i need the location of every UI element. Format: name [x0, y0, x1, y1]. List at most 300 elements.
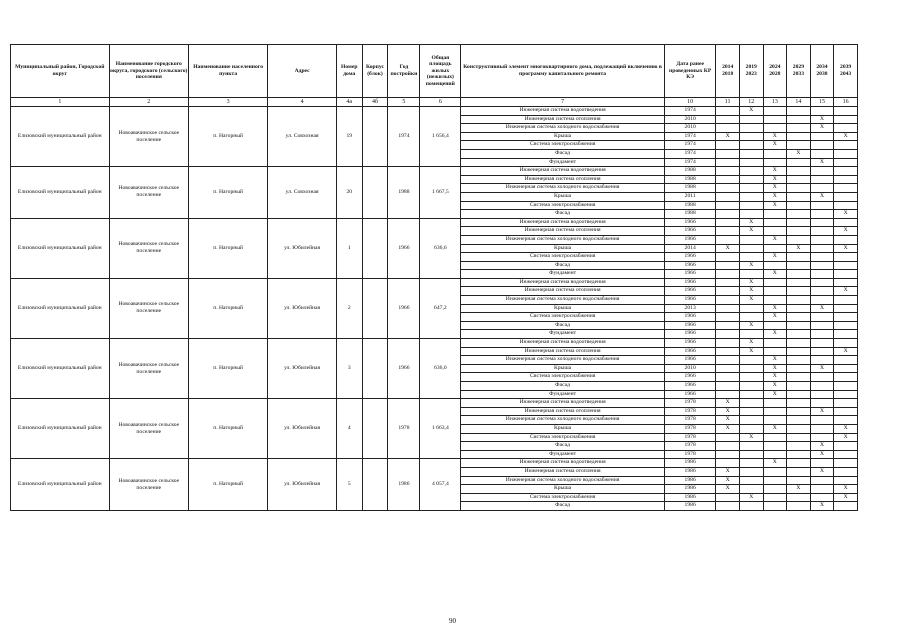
period-mark-cell: X [763, 253, 787, 262]
period-mark-cell [810, 227, 834, 236]
repair-date-cell: 1966 [664, 227, 715, 236]
period-mark-cell: X [810, 364, 834, 373]
period-mark-cell [739, 210, 763, 219]
period-mark-cell [763, 227, 787, 236]
area-cell: 1 656,4 [420, 107, 461, 167]
period-mark-cell [787, 192, 811, 201]
period-mark-cell: X [739, 433, 763, 442]
street-cell: ул. Юбилейная [268, 339, 337, 399]
period-mark-cell [810, 390, 834, 399]
period-mark-cell [787, 296, 811, 305]
repair-date-cell: 1966 [664, 356, 715, 365]
period-mark-cell [810, 459, 834, 468]
period-mark-cell [787, 253, 811, 262]
repair-date-cell: 1986 [664, 467, 715, 476]
period-mark-cell [739, 442, 763, 451]
locality-cell: п. Нагорный [188, 278, 267, 338]
element-name-cell: Система электроснабжения [461, 493, 665, 502]
street-cell: ул. Юбилейная [268, 399, 337, 459]
period-mark-cell: X [763, 313, 787, 322]
element-name-cell: Инженерная система водоотведения [461, 459, 665, 468]
period-mark-cell [834, 175, 858, 184]
element-name-cell: Инженерная система холодного водоснабжения [461, 476, 665, 485]
column-header: Наименование городского округа, городского (сельского) поселения [109, 45, 188, 98]
period-mark-cell [787, 158, 811, 167]
column-number: 1 [11, 98, 110, 107]
table-row [11, 459, 858, 468]
period-mark-cell [763, 107, 787, 116]
period-mark-cell [810, 270, 834, 279]
period-mark-cell [834, 382, 858, 391]
period-mark-cell: X [763, 201, 787, 210]
period-mark-cell [716, 261, 740, 270]
area-cell: 1 667,5 [420, 167, 461, 219]
period-mark-cell [739, 253, 763, 262]
element-name-cell: Система электроснабжения [461, 253, 665, 262]
period-mark-cell [810, 321, 834, 330]
period-mark-cell [763, 493, 787, 502]
period-mark-cell [739, 167, 763, 176]
element-name-cell: Фасад [461, 442, 665, 451]
element-name-cell: Инженерная система водоотведения [461, 167, 665, 176]
column-header: Год постройки [388, 45, 420, 98]
period-mark-cell: X [834, 433, 858, 442]
period-mark-cell [787, 313, 811, 322]
period-mark-cell [810, 132, 834, 141]
period-mark-cell: X [763, 270, 787, 279]
period-mark-cell [739, 175, 763, 184]
column-number: 13 [763, 98, 787, 107]
period-mark-cell [834, 218, 858, 227]
column-number: 4а [336, 98, 362, 107]
repair-date-cell: 1978 [664, 407, 715, 416]
column-number: 14 [787, 98, 811, 107]
period-mark-cell: X [763, 304, 787, 313]
district-cell: Елизовский муниципальный район [11, 399, 110, 459]
settlement-cell: Новоавачинское сельское поселение [109, 459, 188, 511]
repair-date-cell: 2010 [664, 124, 715, 133]
element-name-cell: Фундамент [461, 158, 665, 167]
repair-date-cell: 1988 [664, 184, 715, 193]
period-mark-cell [834, 149, 858, 158]
period-mark-cell [787, 304, 811, 313]
period-mark-cell [787, 347, 811, 356]
period-mark-cell [763, 347, 787, 356]
area-cell: 1 663,4 [420, 399, 461, 459]
block-cell [362, 107, 388, 167]
element-name-cell: Фасад [461, 210, 665, 219]
period-mark-cell [810, 184, 834, 193]
period-mark-cell [739, 502, 763, 511]
repair-date-cell: 1978 [664, 433, 715, 442]
repair-date-cell: 1974 [664, 132, 715, 141]
repair-date-cell: 1966 [664, 287, 715, 296]
element-name-cell: Инженерная система отопления [461, 407, 665, 416]
period-mark-cell: X [810, 502, 834, 511]
period-mark-cell: X [763, 373, 787, 382]
period-mark-cell [787, 141, 811, 150]
period-mark-cell [834, 235, 858, 244]
column-header: 2029 2033 [787, 45, 811, 98]
period-mark-cell [810, 476, 834, 485]
period-mark-cell: X [716, 244, 740, 253]
period-mark-cell [739, 313, 763, 322]
period-mark-cell [787, 416, 811, 425]
element-name-cell: Инженерная система водоотведения [461, 278, 665, 287]
period-mark-cell [763, 218, 787, 227]
period-mark-cell [787, 459, 811, 468]
period-mark-cell [739, 399, 763, 408]
period-mark-cell [834, 201, 858, 210]
period-mark-cell [739, 390, 763, 399]
period-mark-cell [716, 304, 740, 313]
period-mark-cell: X [739, 321, 763, 330]
period-mark-cell: X [763, 330, 787, 339]
period-mark-cell [716, 450, 740, 459]
element-name-cell: Крыша [461, 424, 665, 433]
period-mark-cell [810, 339, 834, 348]
period-mark-cell [716, 141, 740, 150]
column-number: 7 [461, 98, 665, 107]
column-number: 11 [716, 98, 740, 107]
period-mark-cell [787, 330, 811, 339]
period-mark-cell [834, 442, 858, 451]
repair-date-cell: 1986 [664, 493, 715, 502]
period-mark-cell: X [739, 107, 763, 116]
period-mark-cell [739, 184, 763, 193]
settlement-cell: Новоавачинское сельское поселение [109, 339, 188, 399]
period-mark-cell [716, 192, 740, 201]
period-mark-cell [787, 235, 811, 244]
period-mark-cell: X [763, 175, 787, 184]
period-mark-cell [810, 296, 834, 305]
locality-cell: п. Нагорный [188, 399, 267, 459]
settlement-cell: Новоавачинское сельское поселение [109, 167, 188, 219]
repair-date-cell: 2014 [664, 244, 715, 253]
repair-date-cell: 1988 [664, 210, 715, 219]
area-cell: 636,6 [420, 218, 461, 278]
period-mark-cell: X [787, 485, 811, 494]
period-mark-cell [716, 347, 740, 356]
repair-date-cell: 1966 [664, 347, 715, 356]
period-mark-cell [716, 287, 740, 296]
period-mark-cell [810, 175, 834, 184]
district-cell: Елизовский муниципальный район [11, 278, 110, 338]
column-number: 15 [810, 98, 834, 107]
period-mark-cell [787, 287, 811, 296]
period-mark-cell [834, 167, 858, 176]
period-mark-cell [834, 502, 858, 511]
table-row [11, 107, 858, 116]
element-name-cell: Фундамент [461, 330, 665, 339]
period-mark-cell [763, 339, 787, 348]
period-mark-cell [716, 339, 740, 348]
repair-date-cell: 1978 [664, 424, 715, 433]
district-cell: Елизовский муниципальный район [11, 167, 110, 219]
repair-date-cell: 1966 [664, 321, 715, 330]
period-mark-cell [787, 227, 811, 236]
period-mark-cell [763, 476, 787, 485]
period-mark-cell [739, 373, 763, 382]
repair-date-cell: 1966 [664, 270, 715, 279]
period-mark-cell [834, 296, 858, 305]
period-mark-cell [787, 124, 811, 133]
period-mark-cell [787, 210, 811, 219]
period-mark-cell [787, 115, 811, 124]
period-mark-cell [716, 210, 740, 219]
element-name-cell: Инженерная система отопления [461, 287, 665, 296]
period-mark-cell: X [716, 132, 740, 141]
period-mark-cell [834, 459, 858, 468]
period-mark-cell: X [763, 167, 787, 176]
element-name-cell: Инженерная система холодного водоснабжения [461, 356, 665, 365]
element-name-cell: Система электроснабжения [461, 373, 665, 382]
street-cell: ул. Совхозная [268, 167, 337, 219]
column-header: Корпус (блок) [362, 45, 388, 98]
element-name-cell: Крыша [461, 485, 665, 494]
element-name-cell: Система электроснабжения [461, 313, 665, 322]
repair-date-cell: 1966 [664, 339, 715, 348]
period-mark-cell: X [716, 407, 740, 416]
block-cell [362, 459, 388, 511]
element-name-cell: Система электроснабжения [461, 201, 665, 210]
period-mark-cell [787, 218, 811, 227]
period-mark-cell [716, 107, 740, 116]
build-year-cell: 1974 [388, 107, 420, 167]
period-mark-cell: X [763, 235, 787, 244]
period-mark-cell [787, 278, 811, 287]
column-header: 2024 2028 [763, 45, 787, 98]
period-mark-cell: X [834, 424, 858, 433]
area-cell: 636,0 [420, 339, 461, 399]
period-mark-cell [739, 124, 763, 133]
period-mark-cell [787, 467, 811, 476]
element-name-cell: Система электроснабжения [461, 433, 665, 442]
period-mark-cell [763, 485, 787, 494]
period-mark-cell [834, 107, 858, 116]
table-row [11, 399, 858, 408]
element-name-cell: Инженерная система водоотведения [461, 399, 665, 408]
period-mark-cell [787, 442, 811, 451]
period-mark-cell [834, 270, 858, 279]
period-mark-cell: X [739, 296, 763, 305]
period-mark-cell: X [787, 149, 811, 158]
repair-date-cell: 1966 [664, 313, 715, 322]
period-mark-cell [810, 235, 834, 244]
element-name-cell: Фундамент [461, 270, 665, 279]
period-mark-cell [834, 313, 858, 322]
element-name-cell: Фасад [461, 149, 665, 158]
repair-date-cell: 1966 [664, 278, 715, 287]
period-mark-cell [787, 175, 811, 184]
house-number-cell: 2 [336, 278, 362, 338]
period-mark-cell [810, 373, 834, 382]
column-number: 4 [268, 98, 337, 107]
table-row [11, 167, 858, 176]
element-name-cell: Фундамент [461, 390, 665, 399]
repair-date-cell: 2011 [664, 192, 715, 201]
period-mark-cell [834, 158, 858, 167]
period-mark-cell [787, 132, 811, 141]
column-header: Конструктивный элемент многоквартирного дома, подлежащий включению в программу капитального ремонта [461, 45, 665, 98]
period-mark-cell [810, 330, 834, 339]
locality-cell: п. Нагорный [188, 339, 267, 399]
period-mark-cell [787, 321, 811, 330]
column-number: 2 [109, 98, 188, 107]
repair-date-cell: 1966 [664, 382, 715, 391]
element-name-cell: Фундамент [461, 450, 665, 459]
period-mark-cell [739, 450, 763, 459]
element-name-cell: Инженерная система отопления [461, 467, 665, 476]
repair-date-cell: 1966 [664, 253, 715, 262]
period-mark-cell [810, 399, 834, 408]
period-mark-cell [810, 313, 834, 322]
block-cell [362, 399, 388, 459]
period-mark-cell: X [834, 244, 858, 253]
period-mark-cell [787, 107, 811, 116]
period-mark-cell [834, 253, 858, 262]
column-header: 2039 2043 [834, 45, 858, 98]
period-mark-cell [810, 493, 834, 502]
house-number-cell: 20 [336, 167, 362, 219]
period-mark-cell [763, 416, 787, 425]
column-header: Муниципальный район, Городской округ [11, 45, 110, 98]
period-mark-cell [739, 382, 763, 391]
period-mark-cell [834, 321, 858, 330]
period-mark-cell [739, 270, 763, 279]
period-mark-cell [763, 296, 787, 305]
period-mark-cell: X [834, 227, 858, 236]
period-mark-cell [810, 244, 834, 253]
block-cell [362, 167, 388, 219]
period-mark-cell [716, 364, 740, 373]
repair-program-table [10, 44, 858, 511]
area-cell: 647,2 [420, 278, 461, 338]
period-mark-cell: X [716, 485, 740, 494]
column-header: Наименование населенного пункта [188, 45, 267, 98]
column-number: 12 [739, 98, 763, 107]
period-mark-cell [739, 330, 763, 339]
period-mark-cell [810, 287, 834, 296]
settlement-cell: Новоавачинское сельское поселение [109, 278, 188, 338]
period-mark-cell [787, 364, 811, 373]
locality-cell: п. Нагорный [188, 107, 267, 167]
element-name-cell: Инженерная система холодного водоснабжения [461, 184, 665, 193]
period-mark-cell: X [716, 399, 740, 408]
element-name-cell: Крыша [461, 244, 665, 253]
column-header: 2034 2038 [810, 45, 834, 98]
period-mark-cell [810, 253, 834, 262]
period-mark-cell [739, 132, 763, 141]
period-mark-cell: X [810, 124, 834, 133]
period-mark-cell [810, 278, 834, 287]
repair-date-cell: 1966 [664, 235, 715, 244]
period-mark-cell [787, 390, 811, 399]
period-mark-cell [739, 244, 763, 253]
period-mark-cell: X [739, 227, 763, 236]
period-mark-cell [739, 407, 763, 416]
column-number-row [11, 98, 858, 107]
period-mark-cell [739, 158, 763, 167]
period-mark-cell [716, 167, 740, 176]
table-header [11, 45, 858, 107]
element-name-cell: Крыша [461, 192, 665, 201]
settlement-cell: Новоавачинское сельское поселение [109, 218, 188, 278]
period-mark-cell: X [739, 261, 763, 270]
element-name-cell: Инженерная система холодного водоснабжения [461, 416, 665, 425]
repair-date-cell: 1986 [664, 476, 715, 485]
column-number: 3 [188, 98, 267, 107]
repair-date-cell: 1966 [664, 330, 715, 339]
repair-date-cell: 1988 [664, 175, 715, 184]
repair-date-cell: 1986 [664, 459, 715, 468]
locality-cell: п. Нагорный [188, 218, 267, 278]
period-mark-cell [787, 407, 811, 416]
period-mark-cell [810, 167, 834, 176]
period-mark-cell [834, 416, 858, 425]
repair-date-cell: 2010 [664, 115, 715, 124]
house-number-cell: 1 [336, 218, 362, 278]
period-mark-cell [763, 278, 787, 287]
period-mark-cell [716, 227, 740, 236]
period-mark-cell: X [763, 424, 787, 433]
period-mark-cell [810, 485, 834, 494]
period-mark-cell [763, 442, 787, 451]
column-header: Адрес [268, 45, 337, 98]
column-number: 5 [388, 98, 420, 107]
column-number: 4б [362, 98, 388, 107]
period-mark-cell [787, 373, 811, 382]
build-year-cell: 1966 [388, 278, 420, 338]
period-mark-cell: X [810, 442, 834, 451]
period-mark-cell [716, 149, 740, 158]
period-mark-cell [716, 356, 740, 365]
table-row [11, 218, 858, 227]
period-mark-cell [810, 416, 834, 425]
period-mark-cell [763, 321, 787, 330]
period-mark-cell [716, 373, 740, 382]
build-year-cell: 1966 [388, 218, 420, 278]
period-mark-cell: X [763, 459, 787, 468]
column-header: Дата ранее проведенных КР КЭ [664, 45, 715, 98]
column-header: 2019 2023 [739, 45, 763, 98]
period-mark-cell [787, 502, 811, 511]
period-mark-cell [834, 184, 858, 193]
element-name-cell: Инженерная система отопления [461, 227, 665, 236]
period-mark-cell [716, 330, 740, 339]
period-mark-cell: X [763, 132, 787, 141]
period-mark-cell [810, 347, 834, 356]
block-cell [362, 339, 388, 399]
period-mark-cell [834, 356, 858, 365]
period-mark-cell [810, 424, 834, 433]
header-row [11, 45, 858, 98]
repair-date-cell: 1974 [664, 141, 715, 150]
district-cell: Елизовский муниципальный район [11, 107, 110, 167]
table-row [11, 339, 858, 348]
locality-cell: п. Нагорный [188, 167, 267, 219]
repair-date-cell: 1966 [664, 218, 715, 227]
table-row [11, 278, 858, 287]
period-mark-cell [763, 433, 787, 442]
period-mark-cell: X [763, 364, 787, 373]
period-mark-cell [787, 399, 811, 408]
period-mark-cell [810, 433, 834, 442]
period-mark-cell [739, 416, 763, 425]
period-mark-cell [716, 493, 740, 502]
period-mark-cell: X [763, 192, 787, 201]
element-name-cell: Инженерная система холодного водоснабжения [461, 235, 665, 244]
